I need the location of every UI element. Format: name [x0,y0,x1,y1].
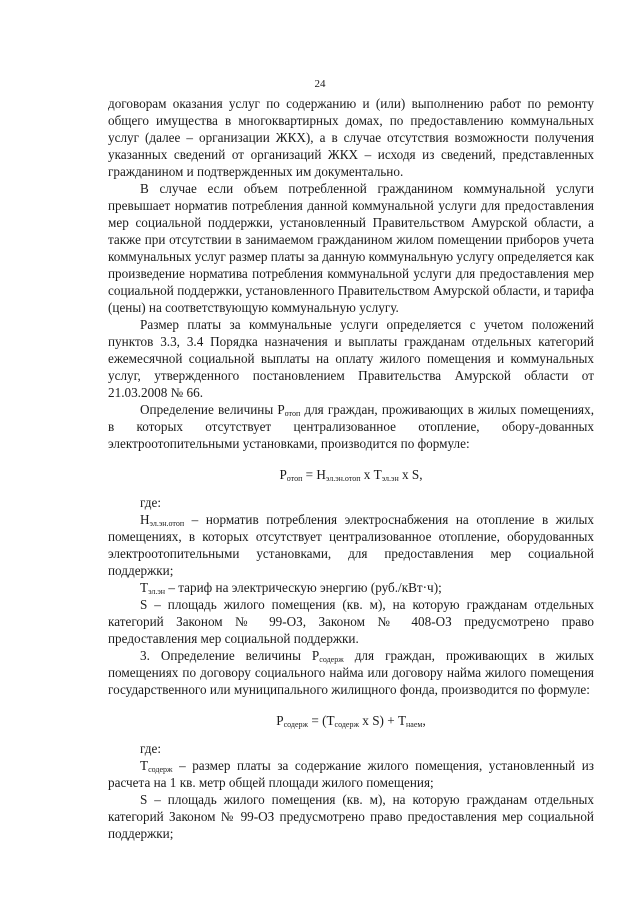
document-body [108,95,594,842]
paragraph-payment-rules: Размер платы за коммунальные услуги определяется с учетом положений пунктов 3.3, 3.4 Порядка назначения и выплаты гражданам отдельных категорий ежемесячной социальной выплаты на оплату жилого помещения и коммунальных услуг, утвержденного постановлением Правительства Амурской области от 21.03.2008 № 66. [108,317,594,400]
formula-heating: $Р_{отоп} = Н_{эл.эн.отоп}$ х $Т_{эл.эн}$ х S, [279,467,423,483]
paragraph-maintenance-definition: 3. Определение величины $Р_{содерж}$ для граждан, проживающих в жилых помещениях по договору социального найма или договору найма жилого помещения государственного или муниципального жилищного фонда, производится по формуле: [108,648,594,697]
where-label-2: где: [140,741,161,756]
definition-tariff-electricity: $Т_{эл.эн}$ – тариф на электрическую энергию (руб./кВт·ч); [140,580,442,596]
paragraph-continuation: договорам оказания услуг по содержанию и (или) выполнению работ по ремонту общего имущества в многоквартирных домах, по предоставлению коммунальных услуг (далее – организации ЖКХ), а в случае отсутствия возможности получения указанных сведений от организаций ЖКХ – исходя из сведений, представленных гражданином и подтвержденных им документально. [108,96,594,179]
definition-area-1: S – площадь жилого помещения (кв. м), на которую гражданам отдельных категорий Законом № 99-ОЗ, Законом № 408-ОЗ предусмотрено право предоставления мер социальной поддержки. [108,597,594,646]
page-number: 24 [314,78,326,90]
paragraph-excess-consumption: В случае если объем потребленной гражданином коммунальной услуги превышает норматив потребления данной коммунальной услуги для предоставления мер социальной поддержки, установленный Правительством Амурской области, а также при отсутствии в занимаемом гражданином жилом помещении приборов учета коммунальных услуг размер платы за данную коммунальную услугу определяется как произведение норматива потребления коммунальной услуги для предоставления мер социальной поддержки, установленного Правительством Амурской области, и тарифа (цены) на соответствующую коммунальную услугу. [108,181,594,315]
where-label-1: где: [140,495,161,510]
definition-maintenance-fee: $Т_{содерж}$ – размер платы за содержание жилого помещения, установленный из расчета на 1 кв. метр общей площади жилого помещения; [108,758,594,790]
formula-maintenance: $Р_{содерж} = (Т_{содерж}$ х $S) + Т_{наем}$, [276,713,426,729]
definition-norm-heating: $Н_{эл.эн.отоп}$ – норматив потребления электроснабжения на отопление в жилых помещениях, в которых отсутствует централизованное отопление, оборудованных электроотопительными установками, для предоставления мер социальной поддержки; [108,512,594,578]
definition-area-2: S – площадь жилого помещения (кв. м), на которую гражданам отдельных категорий Законом № 99-ОЗ предусмотрено право предоставления мер социальной поддержки; [108,792,594,841]
paragraph-heating-definition: Определение величины $Р_{отоп}$ для граждан, проживающих в жилых помещениях, в которых отсутствует централизованное отопление, обору-дованных электроотопительными установками, производится по формуле: [108,402,594,451]
